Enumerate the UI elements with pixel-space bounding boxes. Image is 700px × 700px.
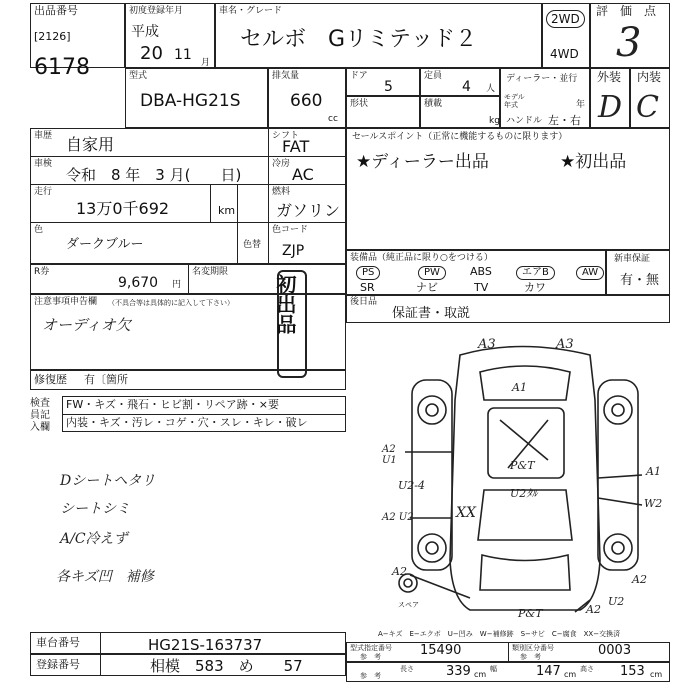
score-label: 評 価 点 <box>596 4 657 18</box>
sales-points-label: セールスポイント（正常に機能するものに限ります） <box>352 132 568 142</box>
damage-mark: W2 <box>644 497 663 510</box>
model-year-unit: 年 <box>576 100 586 110</box>
damage-mark: A2 U1 <box>382 444 397 466</box>
reg: 相模 583 め 57 <box>150 657 303 675</box>
caution-label: 注意事項申告欄 <box>34 297 98 307</box>
damage-mark: U2ﾀﾙ <box>510 487 538 500</box>
dealer-label: ディーラー・並行 <box>506 74 578 84</box>
capacity: 4 <box>462 79 471 95</box>
displacement-label: 排気量 <box>272 71 300 81</box>
load-label: 積載 <box>424 99 443 109</box>
documents: 保証書・取説 <box>392 306 471 321</box>
chassis: HG21S-163737 <box>148 636 263 654</box>
damage-mark: A3 <box>556 337 574 352</box>
inspection: 令和 8 年 3 月( 日) <box>66 166 242 184</box>
recycle-divider <box>188 264 189 294</box>
damage-mark: P&T <box>510 459 535 472</box>
car-name-label: 車名・グレード <box>219 6 283 16</box>
displacement-unit: cc <box>328 114 338 124</box>
inspector-divider <box>62 414 346 415</box>
first-reg-label: 初度登録年月 <box>129 6 184 16</box>
damage-mark: A1 <box>646 465 661 478</box>
damage-mark: U2 <box>608 595 625 608</box>
mileage: 13万0千692 <box>76 199 170 218</box>
equip-navi: ナビ <box>416 281 438 294</box>
lot-ref: [2126] <box>34 30 71 43</box>
usage: 自家用 <box>66 135 115 154</box>
sales-point-1: ★ディーラー出品 <box>356 152 489 172</box>
drive-4wd: 4WD <box>550 47 579 61</box>
equip-airbag: エアB <box>516 266 555 280</box>
shape-label: 形状 <box>350 99 369 109</box>
repair-label: 修復歴 <box>34 373 67 386</box>
equip-ps: PS <box>356 266 380 280</box>
fuel-label: 燃料 <box>272 187 291 197</box>
recycle-label: R券 <box>34 267 50 277</box>
usage-label: 車歴 <box>34 131 53 141</box>
color: ダークブルー <box>66 237 144 252</box>
damage-mark: U2-4 <box>398 479 425 492</box>
class-no-ref: 参 考 <box>520 653 541 661</box>
displacement: 660 <box>290 91 323 111</box>
history-divider <box>210 184 211 222</box>
equip-abs: ABS <box>470 265 492 278</box>
handwritten-note-1: Dシートヘタリ <box>60 473 156 489</box>
history-divider <box>30 222 346 223</box>
name-change-label: 名変期限 <box>192 267 229 277</box>
height: 153 <box>620 664 645 679</box>
warranty-label: 新車保証 <box>614 254 651 264</box>
equip-sr: SR <box>360 281 375 294</box>
repair-value: 有〔箇所 <box>84 373 128 386</box>
interior-grade: C <box>636 90 659 125</box>
class-no: 0003 <box>598 643 632 658</box>
exterior-grade: D <box>598 90 623 125</box>
fuel: ガソリン <box>276 201 341 220</box>
first-reg-month: 11 <box>174 47 192 63</box>
history-divider <box>268 128 269 264</box>
damage-mark: A2 U2 <box>382 512 414 523</box>
color-code: ZJP <box>282 243 305 259</box>
first-listing-text: 初出品 <box>273 274 297 334</box>
equip-pw: PW <box>418 266 446 280</box>
reg-label: 登録番号 <box>36 658 80 671</box>
lot-label: 出品番号 <box>34 4 78 17</box>
load-unit: kg <box>489 116 500 126</box>
documents-label: 後日品 <box>350 297 378 307</box>
height-label: 高さ <box>580 665 594 673</box>
inspection-label: 車検 <box>34 159 53 169</box>
caution-text: オーディオ欠 <box>42 316 131 334</box>
equip-aw: AW <box>576 266 604 280</box>
handwritten-note-3: A/C冷えず <box>60 531 128 547</box>
color-code-label: 色コード <box>272 225 309 235</box>
damage-mark: XX <box>456 505 476 521</box>
chassis-label: 車台番号 <box>36 636 80 649</box>
damage-mark: P&T <box>518 607 543 620</box>
length-label: 長さ <box>400 665 414 673</box>
history-divider <box>30 156 346 157</box>
type-no-ref: 参 考 <box>360 653 381 661</box>
width: 147 <box>536 664 561 679</box>
sales-point-2: ★初出品 <box>560 152 627 172</box>
damage-mark: A1 <box>512 381 527 394</box>
type-no: 15490 <box>420 643 462 658</box>
footer-divider <box>508 642 509 662</box>
equip-leather: カワ <box>524 281 546 294</box>
height-unit: cm <box>650 670 663 679</box>
type-no-label: 型式指定番号 <box>350 644 392 652</box>
width-unit: cm <box>564 670 577 679</box>
handle-label: ハンドル <box>506 116 543 126</box>
repair-box <box>30 370 346 390</box>
inspector-label: 検査員記入欄 <box>30 398 50 433</box>
capacity-label: 定員 <box>424 71 443 81</box>
drive-2wd: 2WD <box>546 10 585 28</box>
mileage-unit: km <box>218 204 236 217</box>
damage-mark: A2 <box>632 573 647 586</box>
first-reg-year: 20 <box>140 43 163 64</box>
class-no-label: 類別区分番号 <box>512 644 554 652</box>
model-label: 型式 <box>129 71 148 81</box>
interior-label: 内装 <box>637 70 662 84</box>
car-name: セルボ Gリミテッド２ <box>240 27 478 52</box>
length-unit: cm <box>474 670 487 679</box>
model: DBA-HG21S <box>140 91 241 111</box>
handwritten-note-4: 各キズ凹 補修 <box>56 569 154 585</box>
lot-number: 6178 <box>34 55 90 80</box>
handle: 左・右 <box>548 114 581 127</box>
recycle-unit: 円 <box>172 280 182 290</box>
mileage-label: 走行 <box>34 187 53 197</box>
damage-mark: A2 <box>392 565 407 578</box>
ac-label: 冷房 <box>272 159 291 169</box>
damage-mark: A3 <box>478 337 496 352</box>
spare-label: スペア <box>398 601 419 609</box>
shift-label: シフト <box>272 131 300 141</box>
damage-legend: A−キズ E−エクボ U−凹み W−補修跡 S−サビ C−腐食 XX−交換済 <box>378 630 621 638</box>
dim-ref-label: 参 考 <box>360 672 381 680</box>
warranty-value: 有・無 <box>620 273 660 288</box>
doors: 5 <box>384 79 393 95</box>
recycle-fee: 9,670 <box>118 275 159 291</box>
equip-tv: TV <box>474 281 489 294</box>
ac: AC <box>292 165 314 184</box>
color-change-label: 色替 <box>243 240 262 250</box>
inspector-line-2: 内装・キズ・汚レ・コゲ・穴・スレ・キレ・破レ <box>66 416 308 429</box>
width-label: 幅 <box>490 665 497 673</box>
first-reg-era: 平成 <box>131 24 159 40</box>
history-divider <box>30 184 346 185</box>
handwritten-note-2: シートシミ <box>60 501 130 517</box>
inspector-line-1: FW・キズ・飛石・ヒビ割・リペア跡・×要 <box>66 398 279 411</box>
damage-mark: A2 <box>586 603 601 616</box>
equipment-label: 装備品（純正品に限り○をつける） <box>350 253 493 263</box>
doors-label: ドア <box>350 71 368 81</box>
color-label: 色 <box>34 225 44 235</box>
capacity-unit: 人 <box>486 84 496 94</box>
model-year-label: モデル年式 <box>504 93 525 109</box>
shift: FAT <box>282 137 310 156</box>
caution-sub: （不具合等は具体的に記入して下さい） <box>108 299 234 307</box>
exterior-label: 外装 <box>597 70 622 84</box>
first-reg-month-unit: 月 <box>201 58 211 68</box>
score: 3 <box>616 20 642 66</box>
history-divider <box>237 184 238 264</box>
length: 339 <box>446 664 471 679</box>
sales-points-box <box>346 128 670 250</box>
